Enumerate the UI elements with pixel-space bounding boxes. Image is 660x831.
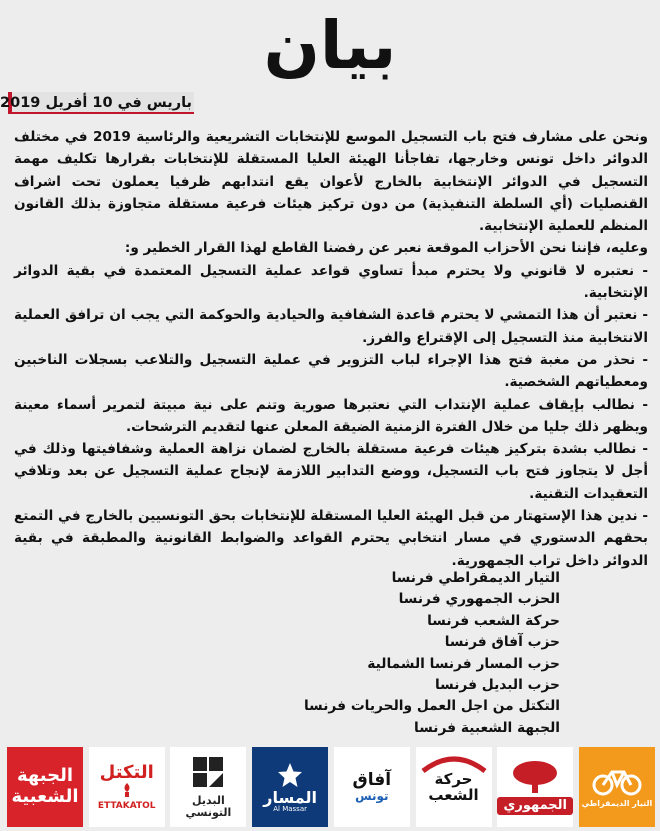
star-icon [276,761,304,789]
logo-ettakatol [89,747,165,827]
arc-icon [419,753,489,773]
signatories-list [230,568,560,739]
paragraph-position: وعليه، فإننا نحن الأحزاب الموقعة نعبر عن رفضنا القاطع لهذا القرار الخطير و: [124,240,648,257]
tree-icon [510,759,560,793]
logo-ettakatol-latin: ETTAKATOL [97,800,156,811]
logo-afek-sub: تونس [355,789,389,804]
squares-icon [191,755,225,789]
logo-joumhouri [497,747,573,827]
logo-tayyar-label: التيار الديمقراطي [581,798,653,808]
dateline [0,92,196,114]
logo-badil [170,747,246,827]
paragraph-point-3: - نحذر من مغبة فتح هذا الإجراء لباب التزوير في عملية التسجيل والتلاعب بسجلات الناخبين ومعطياتهم الشخصية. [14,351,648,391]
bicycle-icon [592,766,642,796]
logo-ettakatol-label: التكتل [99,762,154,784]
paragraph-point-2: - نعتبر أن هذا التمشي لا يحترم قاعدة الشفافية والحيادية والحوكمة التي يجب ان ترافق العملية الانتخابية منذ التسجيل إلى الإقتراع والفرز. [14,307,648,346]
logo-massar-label: المسار [263,787,317,807]
logo-afek-label: آفاق [352,769,392,790]
signatory: حزب البديل فرنسا [434,677,560,694]
paragraph-point-5: - نطالب بشدة بتركيز هيئات فرعية مستقلة بالخارج لضمان نزاهة العملية وشفافيتها وذلك في أجل لا يتجاوز فتح باب التسجيل، ووضع التدابير اللازمة لإنجاح عملية التسجيل عن بعد وتلافي التعقيدات التقنية. [14,441,648,502]
party-logos [7,747,655,827]
paragraph-point-4: - نطالب بإيقاف عملية الإنتداب التي نعتبرها صورية وتنم على نية مبيتة لتمرير أسماء معينة ويظهر ذلك جليا من خلال الفترة الزمنية الضيقة المعلن عنها لتقديم الترشحات. [14,396,648,435]
logo-jabha-label: الجبهة الشعبية [11,765,79,807]
logo-chaab [416,747,492,827]
signatory: التيار الديمقراطي فرنسا [391,570,560,586]
signatory: حزب آفاق فرنسا [444,634,560,651]
signatory: الجبهة الشعبية فرنسا [414,719,560,736]
signatory: التكتل من اجل العمل والحريات فرنسا [304,698,560,715]
paragraph-intro: ونحن على مشارف فتح باب التسجيل الموسع للإنتخابات التشريعية والرئاسية 2019 في مختلف الدوائر داخل تونس وخارجها، تفاجأنا الهيئة العليا المستقلة للإنتخابات بقرارها تكليف مهمة التسجيل في الدوائر الإنتخابية بالخارج لأعوان يقع انتدابهم ظرفيا يعملون تحت اشراف القنصليات (أي السلطة التنفيذية) من دون تركيز هيئات فرعية مستقلة متجاوزة بذلك القانون المنظم للعملية الإنتخابية. [14,129,649,235]
page-title: بيان [263,7,397,84]
logo-chaab-label: حركة الشعب [428,769,479,804]
paragraph-point-1: - نعتبره لا قانوني ولا يحترم مبدأ تساوي قواعد عملية التسجيل المعتمدة في بقية الدوائر الإنتخابية. [14,262,648,302]
statement-body [14,126,648,572]
logo-massar-sub: Al Massar [273,805,307,814]
logo-massar [252,747,328,827]
torch-icon [118,783,136,797]
signatory: الحزب الجمهوري فرنسا [398,591,560,608]
dateline-text: باريس في 10 أفريل 2019 [0,95,192,111]
signatory: حركة الشعب فرنسا [427,612,560,629]
logo-jabha [7,747,83,827]
signatory: حزب المسار فرنسا الشمالية [367,655,560,672]
logo-afek [334,747,410,827]
logo-tayyar [579,747,655,827]
paragraph-point-6: - ندين هذا الإستهتار من قبل الهيئة العليا المستقلة للإنتخابات بحق التونسيين بالخارج في التمتع بحقهم الدستوري في مسار انتخابي يحترم القواعد والضوابط القانونية والمطبقة في بقية الدوائر داخل تراب الجمهورية. [14,508,648,569]
logo-joumhouri-label: الجمهوري [497,797,573,815]
logo-badil-label: البديل التونسي [185,793,232,819]
